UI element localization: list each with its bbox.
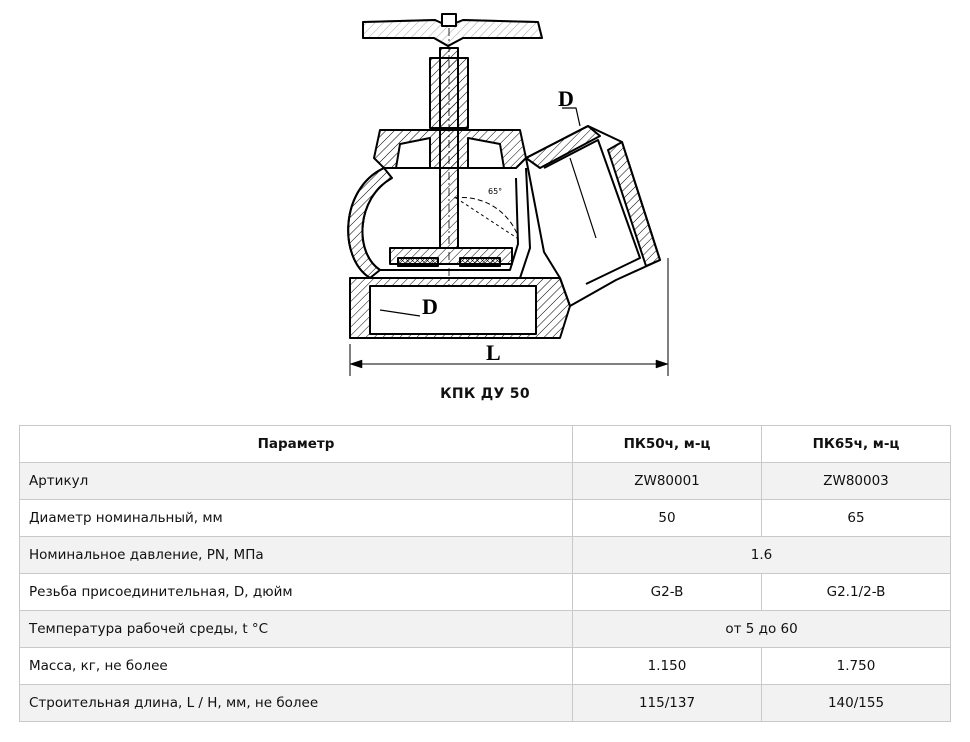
row-value-pk65: 1.750 [762,648,951,685]
row-param: Диаметр номинальный, мм [20,500,573,537]
specs-table [19,425,951,722]
row-value-pk65: 140/155 [762,685,951,722]
row-value-pk50: 50 [573,500,762,537]
row-value-pk50: G2-B [573,574,762,611]
header-parameter: Параметр [20,426,573,463]
header-pk65: ПК65ч, м-ц [762,426,951,463]
row-param: Масса, кг, не более [20,648,573,685]
row-value-merged: от 5 до 60 [573,611,951,648]
label-d-top: D [558,86,574,111]
row-value-pk65: G2.1/2-B [762,574,951,611]
table-row [20,463,951,500]
row-param: Резьба присоединительная, D, дюйм [20,574,573,611]
header-pk50: ПК50ч, м-ц [573,426,762,463]
label-angle: 65° [488,187,503,196]
table-row [20,537,951,574]
row-param: Номинальное давление, PN, МПа [20,537,573,574]
table-header-row [20,426,951,463]
row-param: Строительная длина, L / H, мм, не более [20,685,573,722]
table-row [20,648,951,685]
table-row [20,611,951,648]
label-length: L [486,340,501,365]
row-param: Артикул [20,463,573,500]
label-d-bottom: D [422,294,438,319]
row-value-pk50: 115/137 [573,685,762,722]
table-row [20,574,951,611]
row-value-merged: 1.6 [573,537,951,574]
table-row [20,500,951,537]
row-value-pk50: ZW80001 [573,463,762,500]
row-value-pk50: 1.150 [573,648,762,685]
row-param: Температура рабочей среды, t °C [20,611,573,648]
table-row [20,685,951,722]
valve-technical-drawing [330,8,690,376]
row-value-pk65: 65 [762,500,951,537]
drawing-caption: КПК ДУ 50 [440,386,530,402]
row-value-pk65: ZW80003 [762,463,951,500]
